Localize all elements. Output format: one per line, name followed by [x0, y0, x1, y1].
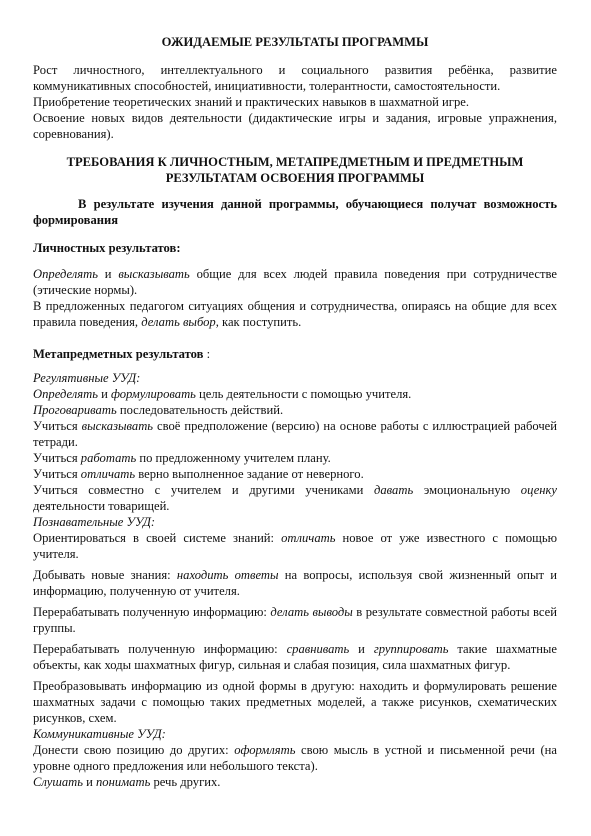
italic-term: оценку	[520, 483, 558, 497]
meta-paragraph	[33, 418, 557, 450]
italic-term: высказывать	[118, 267, 190, 281]
document-page	[33, 34, 557, 790]
text-run: В предложенных педагогом ситуациях общения и сотрудничества, опираясь на общие для всех правила поведения,	[33, 299, 557, 329]
text-run: Учиться совместно с учителем и другими учениками	[33, 483, 374, 497]
text-run: такие шахматные объекты, как ходы шахматных фигур, сильная и слабая позиция, сила шахматных фигур.	[33, 642, 557, 672]
italic-term: сравнивать	[286, 642, 350, 656]
text-run: по предложенному учителем плану.	[136, 451, 331, 465]
italic-term: делать выбор	[141, 315, 216, 329]
meta-paragraph	[33, 386, 557, 402]
text-run: деятельности товарищей.	[33, 499, 170, 513]
text-run: и	[97, 267, 119, 281]
expected-results-paragraph: Рост личностного, интеллектуального и социального развития ребёнка, развитие коммуникативных способностей, инициативности, толерантности, самостоятельности.	[33, 63, 557, 93]
text-run: Учиться	[33, 419, 82, 433]
meta-paragraph: Преобразовывать информацию из одной формы в другую: находить и формулировать решение шахматных задачи с помощью таких предметных моделей, а также рисунков, схематических рисунков, схем.	[33, 679, 557, 725]
text-run: эмоциональную	[413, 483, 521, 497]
text-run: общие для всех людей правила поведения при сотрудничестве (этические нормы).	[33, 267, 557, 297]
meta-paragraph	[33, 641, 557, 673]
italic-term: формулировать	[110, 387, 196, 401]
italic-term: Проговаривать	[33, 403, 117, 417]
italic-term: высказывать	[81, 419, 154, 433]
italic-term: отличать	[80, 467, 136, 481]
meta-paragraph	[33, 482, 557, 514]
text-run: Перерабатывать полученную информацию:	[33, 605, 271, 619]
requirements-title	[33, 154, 557, 186]
text-run: и	[349, 642, 374, 656]
italic-term: давать	[374, 483, 414, 497]
text-run: новое от уже известного с помощью учителя.	[33, 531, 557, 561]
expected-results-title: ОЖИДАЕМЫЕ РЕЗУЛЬТАТЫ ПРОГРАММЫ	[161, 35, 429, 49]
text-run: верно выполненное задание от неверного.	[135, 467, 364, 481]
meta-paragraph	[33, 402, 557, 418]
text-run: цель деятельности с помощью учителя.	[195, 387, 412, 401]
communicative-heading: Коммуникативные УУД:	[33, 727, 166, 741]
italic-term: Определять	[33, 267, 98, 281]
meta-paragraph	[33, 742, 557, 774]
meta-heading-tail: :	[203, 347, 211, 361]
personal-paragraph	[33, 298, 557, 330]
text-run: Учиться	[33, 451, 81, 465]
lead-paragraph: В результате изучения данной программы, обучающиеся получат возможность формирования	[33, 197, 557, 227]
requirements-title-line: РЕЗУЛЬТАТАМ ОСВОЕНИЯ ПРОГРАММЫ	[165, 171, 425, 185]
text-run: в результате совместной работы всей группы.	[33, 605, 558, 635]
text-run: Донести свою позицию до других:	[33, 743, 235, 757]
italic-term: отличать	[281, 531, 336, 545]
meta-paragraph	[33, 604, 557, 636]
text-run: Перерабатывать полученную информацию:	[33, 642, 287, 656]
meta-paragraph	[33, 567, 557, 599]
text-run: на вопросы, используя свой жизненный опыт и информацию, полученную от учителя.	[33, 568, 557, 598]
meta-paragraph	[33, 466, 557, 482]
text-run: свою мысль в устной и письменной речи (на уровне одного предложения или небольшого текста).	[33, 743, 557, 773]
italic-term: группировать	[373, 642, 449, 656]
meta-paragraph	[33, 530, 557, 562]
expected-results-paragraph: Приобретение теоретических знаний и практических навыков в шахматной игре.	[33, 95, 469, 109]
text-run: и	[82, 775, 96, 789]
italic-term: работать	[80, 451, 137, 465]
text-run: своё предположение (версию) на основе работы с иллюстрацией рабочей тетради.	[33, 419, 557, 449]
personal-paragraph	[33, 266, 557, 298]
text-run: , как поступить.	[215, 315, 302, 329]
text-run: Добывать новые знания:	[33, 568, 177, 582]
requirements-title-line: ТРЕБОВАНИЯ К ЛИЧНОСТНЫМ, МЕТАПРЕДМЕТНЫМ И ПРЕДМЕТНЫМ	[66, 155, 524, 169]
text-run: Ориентироваться в своей системе знаний:	[33, 531, 282, 545]
italic-term: оформлять	[234, 743, 296, 757]
text-run: последовательность действий.	[116, 403, 284, 417]
text-run: речь других.	[150, 775, 221, 789]
italic-term: понимать	[96, 775, 151, 789]
regulatory-heading: Регулятивные УУД:	[33, 371, 141, 385]
expected-results-paragraph: Освоение новых видов деятельности (дидактические игры и задания, игровые упражнения, соревнования).	[33, 111, 557, 141]
italic-term: находить ответы	[176, 568, 279, 582]
text-run: Учиться	[33, 467, 81, 481]
italic-term: Определять	[33, 387, 98, 401]
text-run: и	[97, 387, 111, 401]
italic-term: делать выводы	[270, 605, 353, 619]
meta-results-heading	[33, 346, 557, 362]
italic-term: Слушать	[33, 775, 83, 789]
personal-results-heading: Личностных результатов:	[33, 241, 181, 255]
meta-paragraph	[33, 450, 557, 466]
meta-heading-text: Метапредметных результатов	[33, 347, 204, 361]
cognitive-heading: Познавательные УУД:	[33, 515, 156, 529]
meta-paragraph	[33, 774, 557, 790]
